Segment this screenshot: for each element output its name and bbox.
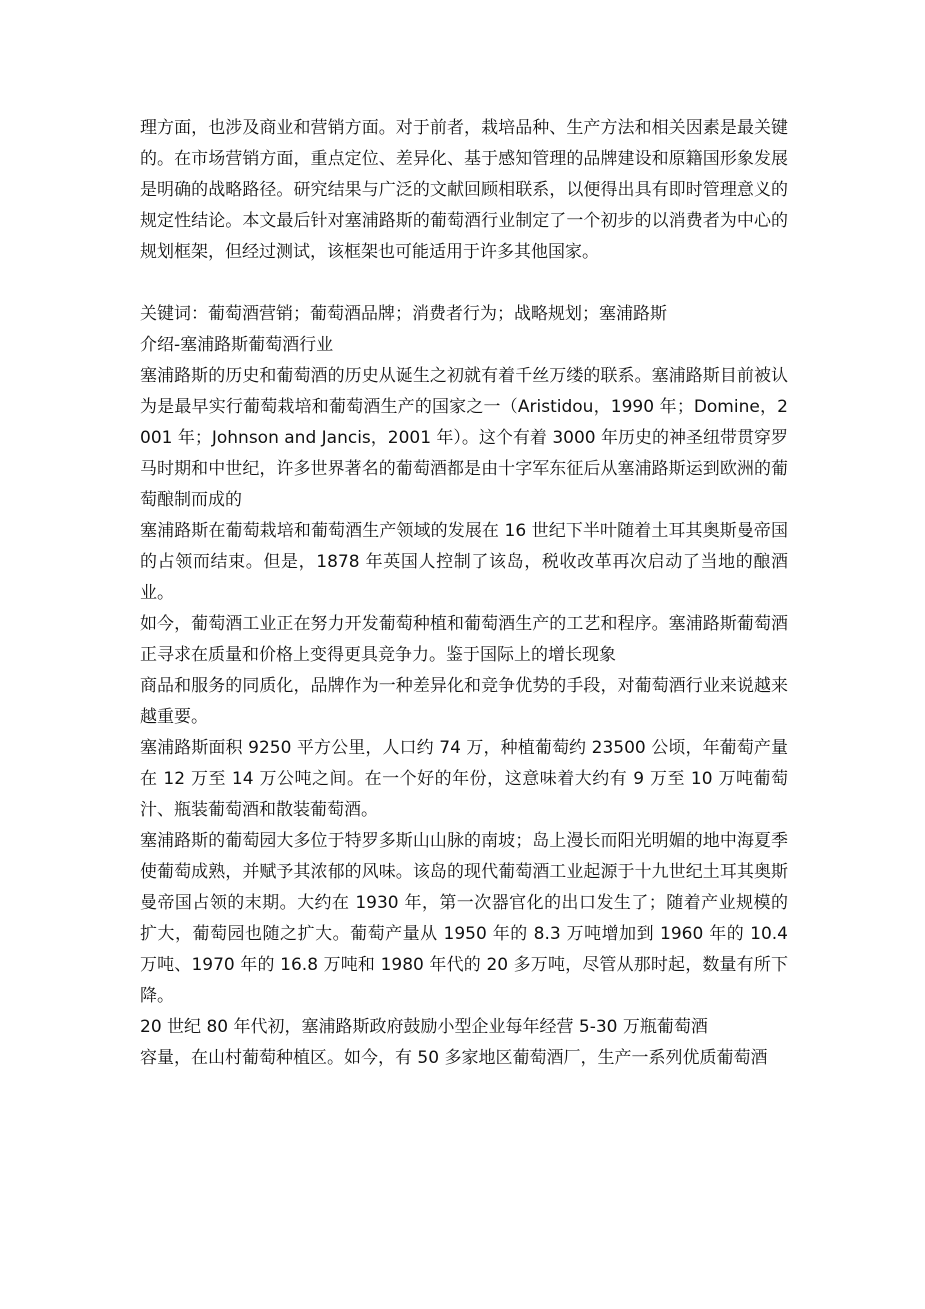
- body-paragraph-history: 塞浦路斯的历史和葡萄酒的历史从诞生之初就有着千丝万缕的联系。塞浦路斯目前被认为是最早实行葡萄栽培和葡萄酒生产的国家之一（Aristidou，1990 年；Domine，2001 年；Johnson and Jancis，2001 年）。这个有着 3000 年历史的神圣纽带贯穿罗马时期和中世纪，许多世界著名的葡萄酒都是由十字军东征后从塞浦路斯运到欧洲的葡萄酿制而成的: [140, 366, 789, 510]
- body-paragraph-statistics: 塞浦路斯面积 9250 平方公里，人口约 74 万，种植葡萄约 23500 公顷，年葡萄产量在 12 万至 14 万公吨之间。在一个好的年份，这意味着大约有 9 万至 10 万吨葡萄汁、瓶装葡萄酒和散装葡萄酒。: [140, 738, 788, 820]
- body-paragraph-branding: 商品和服务的同质化，品牌作为一种差异化和竞争优势的手段，对葡萄酒行业来说越来越重要。: [140, 676, 788, 727]
- body-paragraph-vineyards: 塞浦路斯的葡萄园大多位于特罗多斯山山脉的南坡；岛上漫长而阳光明媚的地中海夏季使葡萄成熟，并赋予其浓郁的风味。该岛的现代葡萄酒工业起源于十九世纪土耳其奥斯曼帝国占领的末期。大约在 1930 年，第一次器官化的出口发生了；随着产业规模的扩大，葡萄园也随之扩大。葡萄产量从 1950 年的 8.3 万吨增加到 1960 年的 10.4 万吨、1970 年的 16.8 万吨和 1980 年代的 20 多万吨，尽管从那时起，数量有所下降。: [140, 831, 788, 1006]
- abstract-paragraph: 理方面，也涉及商业和营销方面。对于前者，栽培品种、生产方法和相关因素是最关键的。在市场营销方面，重点定位、差异化、基于感知管理的品牌建设和原籍国形象发展是明确的战略路径。研究结果与广泛的文献回顾相联系，以便得出具有即时管理意义的规定性结论。本文最后针对塞浦路斯的葡萄酒行业制定了一个初步的以消费者为中心的规划框架，但经过测试，该框架也可能适用于许多其他国家。: [140, 118, 788, 262]
- paragraph-spacer: [140, 268, 788, 299]
- body-paragraph-1980s: 20 世纪 80 年代初，塞浦路斯政府鼓励小型企业每年经营 5-30 万瓶葡萄酒: [140, 1017, 708, 1037]
- keywords-line: 关键词：葡萄酒营销；葡萄酒品牌；消费者行为；战略规划；塞浦路斯: [140, 304, 667, 324]
- section-heading: 介绍-塞浦路斯葡萄酒行业: [140, 335, 334, 355]
- document-body: [140, 113, 788, 1074]
- body-paragraph-ottoman: 塞浦路斯在葡萄栽培和葡萄酒生产领域的发展在 16 世纪下半叶随着土耳其奥斯曼帝国的占领而结束。但是，1878 年英国人控制了该岛，税收改革再次启动了当地的酿酒业。: [140, 521, 788, 603]
- body-paragraph-wineries: 容量，在山村葡萄种植区。如今，有 50 多家地区葡萄酒厂，生产一系列优质葡萄酒: [140, 1048, 768, 1068]
- body-paragraph-today: 如今，葡萄酒工业正在努力开发葡萄种植和葡萄酒生产的工艺和程序。塞浦路斯葡萄酒正寻求在质量和价格上变得更具竞争力。鉴于国际上的增长现象: [140, 614, 788, 665]
